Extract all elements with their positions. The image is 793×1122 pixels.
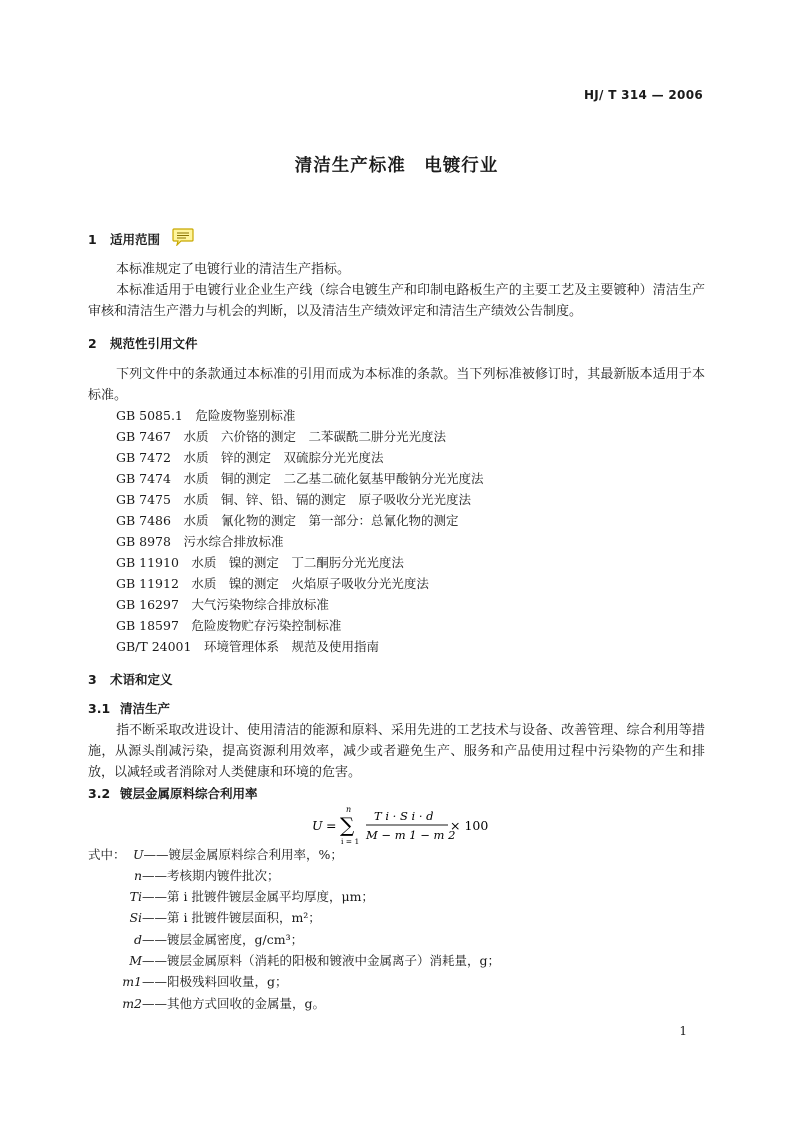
sigma-icon: ∑ bbox=[340, 813, 355, 837]
section-3-1-text: 指不断采取改进设计、使用清洁的能源和原料、采用先进的工艺技术与设备、改善管理、综合利用等措施，从源头削减污染，提高资源利用效率，减少或者避免生产、服务和产品使用过程中污染物的产生和排放，以减轻或者消除对人类健康和环境的危害。 bbox=[88, 723, 705, 780]
section-1-p1-text: 本标准规定了电镀行业的清洁生产指标。 bbox=[116, 262, 351, 277]
section-3-1-title: 清洁生产 bbox=[120, 701, 171, 716]
section-3-2-title: 镀层金属原料综合利用率 bbox=[120, 786, 258, 801]
section-1-p2-text: 本标准适用于电镀行业企业生产线（综合电镀生产和印制电路板生产的主要工艺及主要镀种）清洁生产审核和清洁生产潜力与机会的判断，以及清洁生产绩效评定和清洁生产绩效公告制度。 bbox=[88, 283, 705, 319]
section-1-title: 适用范围 bbox=[110, 232, 161, 247]
variable-row bbox=[88, 930, 303, 948]
variable-description: ——其他方式回收的金属量，g。 bbox=[142, 996, 326, 1011]
variable-description: ——第 i 批镀件镀层面积，m²； bbox=[142, 910, 321, 925]
section-3-heading bbox=[88, 670, 173, 688]
section-2-heading bbox=[88, 334, 198, 352]
variable-symbol: m2 bbox=[122, 996, 142, 1011]
comment-note-icon[interactable] bbox=[172, 228, 194, 246]
variables-prefix: 式中： bbox=[88, 847, 126, 862]
section-3-1-number: 3.1 bbox=[88, 701, 111, 716]
page-number: 1 bbox=[679, 1024, 687, 1038]
formula-multiplier: × 100 bbox=[450, 818, 489, 833]
variable-row bbox=[88, 908, 321, 926]
document-title: 清洁生产标准 电镀行业 bbox=[294, 156, 499, 176]
variable-description: ——镀层金属密度，g/cm³； bbox=[142, 932, 304, 947]
variable-row bbox=[88, 994, 325, 1012]
variable-row bbox=[88, 951, 500, 969]
section-3-1-definition bbox=[88, 720, 705, 783]
variable-symbol: Ti bbox=[129, 889, 142, 904]
reference-item: GB 7472 水质 锌的测定 双硫腙分光光度法 bbox=[116, 450, 384, 465]
variable-row bbox=[88, 845, 343, 863]
variable-description: ——镀层金属原料（消耗的阳极和镀液中金属离子）消耗量，g； bbox=[142, 953, 501, 968]
section-3-1-heading bbox=[88, 699, 170, 717]
formula-denominator: M − m 1 − m 2 bbox=[366, 828, 456, 842]
variable-symbol: Si bbox=[129, 910, 142, 925]
variable-symbol: U bbox=[132, 847, 144, 862]
reference-item: GB 5085.1 危险废物鉴别标准 bbox=[116, 408, 296, 423]
reference-item: GB 11910 水质 镍的测定 丁二酮肟分光光度法 bbox=[116, 555, 404, 570]
section-2-number: 2 bbox=[88, 336, 97, 351]
section-2-p1-text: 下列文件中的条款通过本标准的引用而成为本标准的条款。当下列标准被修订时，其最新版本适用于本标准。 bbox=[88, 367, 705, 403]
section-3-number: 3 bbox=[88, 672, 97, 687]
variable-row bbox=[88, 887, 374, 905]
formula-lhs: U bbox=[312, 818, 323, 833]
variable-description: ——阳极残料回收量，g； bbox=[142, 974, 288, 989]
section-3-title: 术语和定义 bbox=[110, 672, 173, 687]
variable-symbol: m1 bbox=[122, 974, 142, 989]
reference-item: GB 8978 污水综合排放标准 bbox=[116, 534, 284, 549]
variable-description: ——第 i 批镀件镀层金属平均厚度，μm； bbox=[142, 889, 374, 904]
reference-item: GB/T 24001 环境管理体系 规范及使用指南 bbox=[116, 639, 379, 654]
reference-item: GB 7474 水质 铜的测定 二乙基二硫化氨基甲酸钠分光光度法 bbox=[116, 471, 484, 486]
reference-item: GB 7475 水质 铜、锌、铅、镉的测定 原子吸收分光光度法 bbox=[116, 492, 471, 507]
variable-symbol: n bbox=[133, 868, 142, 883]
standard-number: HJ/ T 314 — 2006 bbox=[583, 88, 703, 102]
variable-description: ——镀层金属原料综合利用率，%； bbox=[143, 847, 343, 862]
formula-numerator: T i · S i · d bbox=[374, 809, 434, 823]
variable-row bbox=[88, 866, 280, 884]
utilization-rate-formula bbox=[312, 804, 512, 848]
section-2-title: 规范性引用文件 bbox=[110, 336, 198, 351]
variable-row bbox=[88, 972, 288, 990]
formula-equals: = bbox=[326, 818, 337, 833]
variable-symbol: M bbox=[129, 953, 142, 968]
section-1-number: 1 bbox=[88, 232, 97, 247]
formula-sum-lower: i = 1 bbox=[341, 837, 360, 846]
formula-sum-upper: n bbox=[346, 805, 352, 814]
reference-item: GB 7486 水质 氰化物的测定 第一部分：总氰化物的测定 bbox=[116, 513, 459, 528]
section-3-2-number: 3.2 bbox=[88, 786, 111, 801]
section-1-paragraph-2 bbox=[88, 280, 705, 322]
reference-item: GB 16297 大气污染物综合排放标准 bbox=[116, 597, 329, 612]
section-1-heading bbox=[88, 230, 160, 248]
reference-item: GB 18597 危险废物贮存污染控制标准 bbox=[116, 618, 342, 633]
reference-item: GB 11912 水质 镍的测定 火焰原子吸收分光光度法 bbox=[116, 576, 429, 591]
reference-item: GB 7467 水质 六价铬的测定 二苯碳酰二肼分光光度法 bbox=[116, 429, 446, 444]
section-2-paragraph bbox=[88, 364, 705, 406]
section-1-paragraph-1 bbox=[88, 259, 705, 280]
variable-description: ——考核期内镀件批次； bbox=[142, 868, 280, 883]
variable-symbol: d bbox=[133, 932, 142, 947]
section-3-2-heading bbox=[88, 784, 258, 802]
